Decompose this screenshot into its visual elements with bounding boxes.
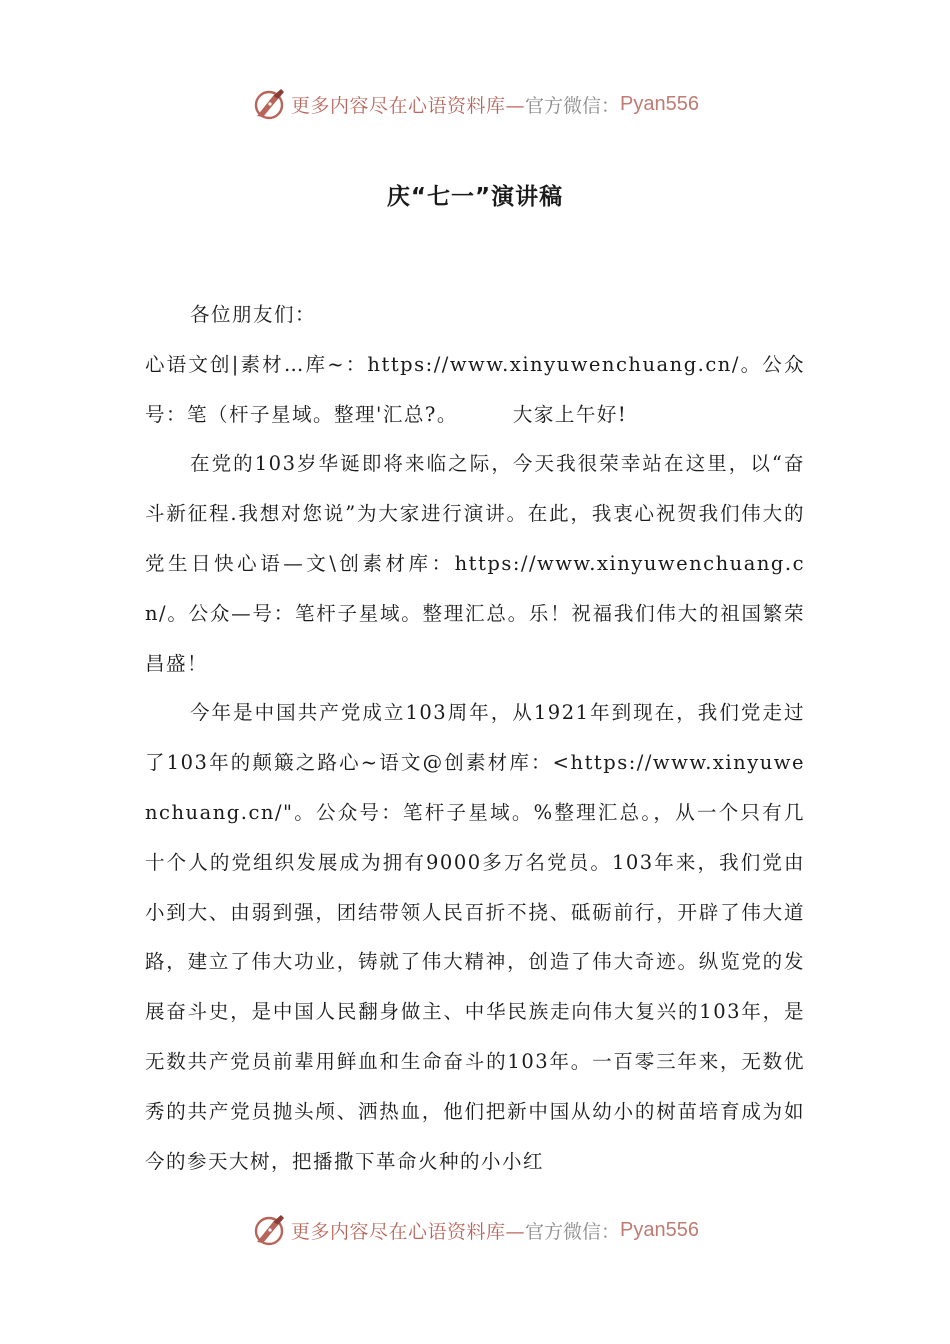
- greeting: 大家上午好!: [512, 402, 628, 426]
- pen-nib-logo-icon: [251, 86, 287, 122]
- banner-wechat-label: 官方微信：: [525, 1220, 621, 1243]
- paragraph-2: 在党的103岁华诞即将来临之际，今天我很荣幸站在这里，以“奋斗新征程.我想对您说”为大家进行演讲。在此，我衷心祝贺我们伟大的党生日快心语—文\创素材库：https://www.xinyuwenchuang.cn/。公众—号：笔杆子星域。整理汇总。乐！祝福我们伟大的祖国繁荣昌盛！: [145, 452, 805, 675]
- pen-nib-logo-icon: [251, 1212, 287, 1248]
- banner-text: 更多内容尽在心语资料库—: [291, 94, 526, 117]
- header-banner: [0, 82, 950, 126]
- banner-text: 更多内容尽在心语资料库—: [291, 1220, 526, 1243]
- paragraph-3: 今年是中国共产党成立103周年，从1921年到现在，我们党走过了103年的颠簸之路心~语文@创素材库：<https://www.xinyuwenchuang.cn/"。公众号：笔杆子星域。%整理汇总。，从一个只有几十个人的党组织发展成为拥有9000多万名党员。103年来，我们党由小到大、由弱到强，团结带领人民百折不挠、砥砺前行，开辟了伟大道路，建立了伟大功业，铸就了伟大精神，创造了伟大奇迹。纵览党的发展奋斗史，是中国人民翻身做主、中华民族走向伟大复兴的103年，是无数共产党员前辈用鲜血和生命奋斗的103年。一百零三年来，无数优秀的共产党员抛头颅、洒热血，他们把新中国从幼小的树苗培育成为如今的参天大树，把播撒下革命火种的小小红: [145, 701, 805, 1173]
- paragraph-1-text: 心语文创|素材…库~：https://www.xinyuwenchuang.cn/。公众号：笔（杆子星域。整理'汇总?。: [145, 352, 805, 426]
- document-title: 庆“七一”演讲稿: [386, 184, 564, 210]
- document-body: [145, 290, 805, 1186]
- banner-wechat-label: 官方微信：: [525, 94, 621, 117]
- paragraph-1: [145, 340, 805, 440]
- footer-banner: [0, 1208, 950, 1252]
- banner-wechat-id: Pyan556: [620, 1218, 699, 1241]
- banner-wechat-id: Pyan556: [620, 92, 699, 115]
- salutation: 各位朋友们：: [190, 303, 317, 326]
